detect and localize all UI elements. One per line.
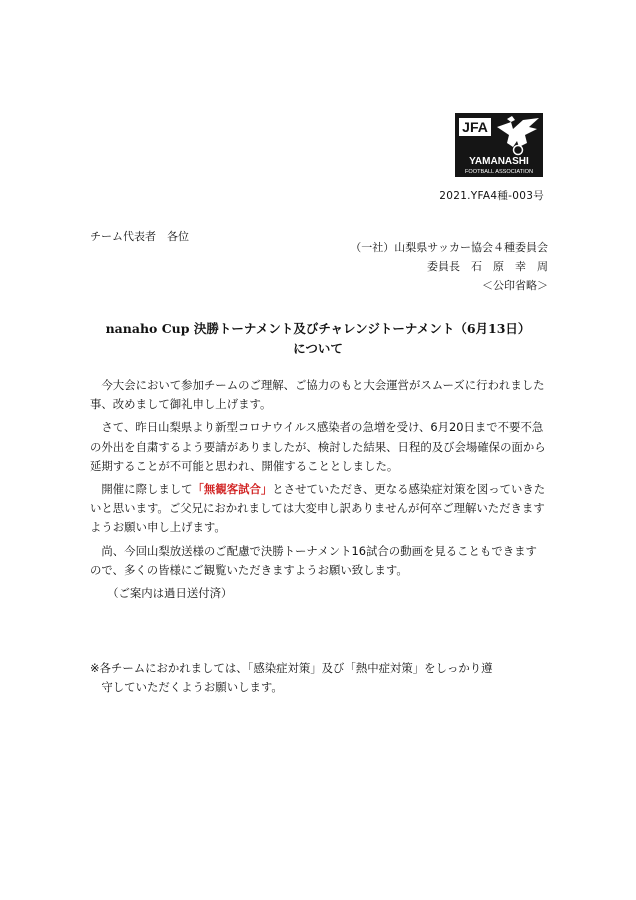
footnote-line-1: ※各チームにおかれましては、「感染症対策」及び「熱中症対策」をしっかり遵 — [90, 661, 493, 675]
logo-association: FOOTBALL ASSOCIATION — [464, 169, 534, 175]
sender-block — [350, 238, 548, 295]
document-title — [90, 319, 546, 359]
logo-graphic — [455, 113, 543, 177]
document-body — [90, 376, 546, 607]
ball-icon — [514, 146, 523, 155]
crow-head — [507, 116, 515, 122]
paragraph-text-after: とさせていただき、更なる感染症対策を図っていきたいと思います。ご父兄におかれましては大変申し訳ありませんが何卒ご理解いただきますようお願い申し上げます。 — [90, 482, 546, 535]
title-line-2: について — [293, 341, 343, 356]
addressee: チーム代表者 各位 — [90, 230, 189, 243]
footnote-line-2: 守していただくようお願いします。 — [101, 680, 283, 695]
no-spectators-highlight: 「無観客試合」 — [192, 482, 273, 497]
crow-emblem-icon — [497, 118, 539, 147]
paragraph-no-spectators — [90, 480, 546, 538]
paragraph-video: 尚、今回山梨放送様のご配慮で決勝トーナメント16試合の動画を見ることもできますので、多くの皆様にご観覧いただきますようお願い致します。 — [90, 543, 537, 577]
paragraph-thanks: 今大会において参加チームのご理解、ご協力のもと大会運営がスムーズに行われました事、改めまして御礼申し上げます。 — [90, 378, 545, 412]
logo-region: YAMANASHI — [469, 156, 529, 167]
paragraph-text-before: 開催に際しまして — [101, 482, 193, 497]
jfa-yamanashi-logo — [455, 113, 543, 177]
paragraph-guide-sent: （ご案内は過日送付済） — [107, 586, 233, 601]
paragraph-covid-notice: さて、昨日山梨県より新型コロナウイルス感染者の急増を受け、6月20日まで不要不急の外出を自粛するよう要請がありましたが、検討した結果、日程的及び会場確保の面から延期することが不可能と思われ、開催することとしました。 — [90, 420, 546, 473]
sender-chair: 委員長 石 原 幸 周 — [427, 260, 548, 273]
logo-abbr: JFA — [462, 119, 488, 135]
document-number: 2021.YFA4種-003号 — [439, 190, 544, 202]
sender-organization: （一社）山梨県サッカー協会４種委員会 — [350, 241, 548, 254]
footnote — [90, 659, 550, 697]
seal-omitted-note: ＜公印省略＞ — [482, 279, 548, 292]
title-line-1: nanaho Cup 決勝トーナメント及びチャレンジトーナメント（6月13日） — [105, 321, 531, 336]
